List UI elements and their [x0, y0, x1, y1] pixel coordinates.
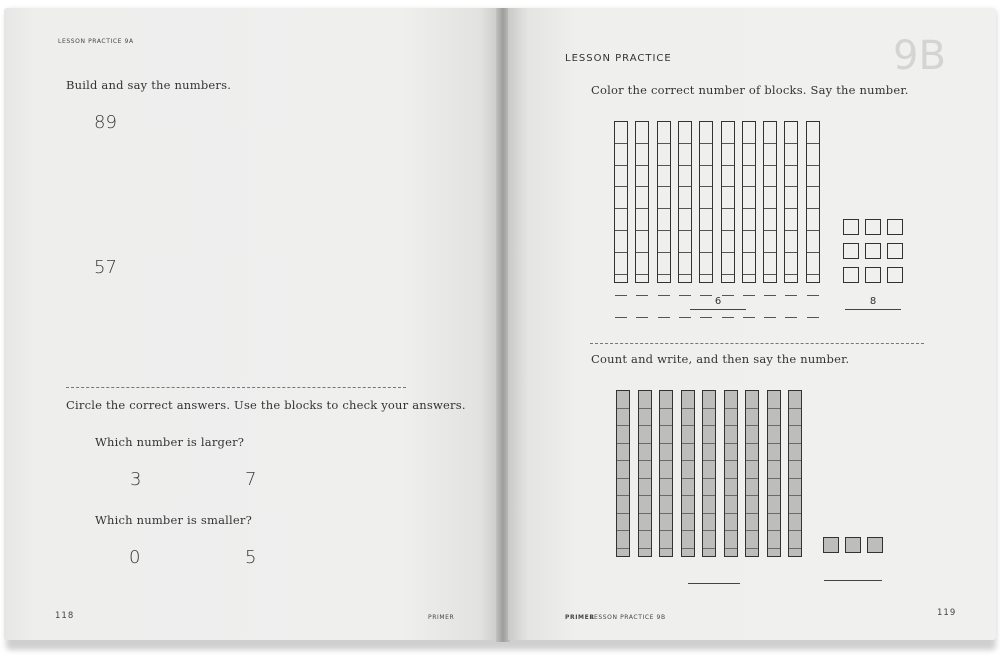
rod-cell [743, 318, 755, 340]
question-larger: Which number is larger? [95, 435, 245, 449]
rod-cell [700, 318, 712, 340]
rod-cell [789, 444, 801, 462]
question-smaller: Which number is smaller? [95, 513, 252, 527]
rod-cell [639, 496, 651, 514]
rod-cell [636, 231, 648, 253]
rod-cell [807, 318, 819, 340]
rod-cell [743, 231, 755, 253]
rod-cell [743, 166, 755, 188]
rod-cell [725, 514, 737, 532]
count-answer-line-units[interactable] [824, 580, 882, 581]
rod-cell [679, 187, 691, 209]
rod-cell [617, 514, 629, 532]
rod-cell [682, 426, 694, 444]
rod-cell [700, 253, 712, 275]
rod-cell [658, 318, 670, 340]
count-unit-3[interactable] [867, 537, 883, 553]
rod-cell [660, 409, 672, 427]
color-unit-8[interactable] [865, 267, 881, 283]
color-unit-5[interactable] [865, 243, 881, 259]
rod-cell [725, 531, 737, 549]
answer-tens: 6 [714, 296, 722, 307]
rod-cell [639, 514, 651, 532]
count-rod-1[interactable] [616, 390, 630, 557]
answer-units: 8 [869, 296, 877, 307]
rod-cell [636, 296, 648, 318]
rod-cell [703, 514, 715, 532]
rod-cell [789, 409, 801, 427]
rod-cell [789, 496, 801, 514]
rod-cell [768, 531, 780, 549]
count-rod-4[interactable] [681, 390, 695, 557]
larger-option-7[interactable]: 7 [245, 469, 257, 490]
rod-cell [743, 253, 755, 275]
rod-cell [725, 549, 737, 567]
rod-cell [615, 187, 627, 209]
rod-cell [722, 166, 734, 188]
rod-cell [768, 496, 780, 514]
left-page-number: 118 [55, 611, 75, 621]
rod-cell [722, 253, 734, 275]
rod-cell [746, 391, 758, 409]
rod-cell [639, 426, 651, 444]
rod-cell [785, 122, 797, 144]
rod-cell [725, 409, 737, 427]
color-unit-7[interactable] [843, 267, 859, 283]
rod-cell [679, 166, 691, 188]
rod-cell [764, 318, 776, 340]
color-rod-9[interactable] [784, 121, 798, 283]
rod-cell [679, 209, 691, 231]
rod-cell [639, 479, 651, 497]
count-rod-9[interactable] [788, 390, 802, 557]
rod-cell [725, 461, 737, 479]
left-page [4, 8, 500, 640]
rod-cell [679, 231, 691, 253]
rod-cell [700, 231, 712, 253]
rod-cell [700, 209, 712, 231]
rod-cell [764, 275, 776, 297]
rod-cell [617, 479, 629, 497]
rod-cell [785, 318, 797, 340]
rod-cell [679, 275, 691, 297]
rod-cell [789, 461, 801, 479]
color-unit-3[interactable] [887, 219, 903, 235]
lesson-title: LESSON PRACTICE [565, 53, 672, 64]
instruction-count: Count and write, and then say the number. [591, 352, 850, 366]
rod-cell [615, 166, 627, 188]
rod-cell [807, 209, 819, 231]
rod-cell [722, 187, 734, 209]
lesson-code: 9B [893, 33, 946, 79]
rod-cell [764, 209, 776, 231]
rod-cell [785, 275, 797, 297]
rod-cell [722, 318, 734, 340]
section-divider-left [66, 387, 406, 388]
rod-cell [700, 144, 712, 166]
instruction-circle: Circle the correct answers. Use the blocks to check your answers. [66, 398, 466, 412]
right-footer-label: PRIMER [565, 614, 595, 621]
color-unit-6[interactable] [887, 243, 903, 259]
rod-cell [722, 209, 734, 231]
rod-cell [725, 426, 737, 444]
rod-cell [746, 496, 758, 514]
rod-cell [722, 122, 734, 144]
rod-cell [703, 496, 715, 514]
rod-cell [743, 122, 755, 144]
section-divider-right [590, 343, 924, 344]
rod-cell [789, 479, 801, 497]
instruction-color: Color the correct number of blocks. Say the number. [591, 83, 909, 97]
count-rod-7[interactable] [745, 390, 759, 557]
rod-cell [700, 187, 712, 209]
color-rod-8[interactable] [763, 121, 777, 283]
rod-cell [785, 166, 797, 188]
rod-cell [615, 122, 627, 144]
rod-cell [785, 187, 797, 209]
rod-cell [700, 122, 712, 144]
rod-cell [768, 426, 780, 444]
rod-cell [660, 444, 672, 462]
rod-cell [639, 444, 651, 462]
rod-cell [639, 461, 651, 479]
count-rod-6[interactable] [724, 390, 738, 557]
rod-cell [785, 144, 797, 166]
left-page-header: LESSON PRACTICE 9A [58, 38, 134, 45]
rod-cell [639, 531, 651, 549]
color-rod-5[interactable] [699, 121, 713, 283]
color-rod-7[interactable] [742, 121, 756, 283]
smaller-option-5[interactable]: 5 [245, 547, 257, 568]
rod-cell [703, 444, 715, 462]
left-footer-label: PRIMER [428, 614, 455, 621]
rod-cell [658, 296, 670, 318]
answer-line-units[interactable] [845, 309, 901, 310]
rod-cell [660, 479, 672, 497]
rod-cell [636, 144, 648, 166]
rod-cell [660, 531, 672, 549]
rod-cell [764, 144, 776, 166]
rod-cell [743, 144, 755, 166]
build-number-1: 89 [94, 112, 117, 133]
rod-cell [639, 549, 651, 567]
rod-cell [660, 496, 672, 514]
rod-cell [615, 144, 627, 166]
rod-cell [768, 549, 780, 567]
rod-cell [725, 496, 737, 514]
rod-cell [725, 444, 737, 462]
rod-cell [722, 144, 734, 166]
rod-cell [660, 461, 672, 479]
rod-cell [658, 275, 670, 297]
rod-cell [617, 444, 629, 462]
count-unit-1[interactable] [823, 537, 839, 553]
rod-cell [746, 549, 758, 567]
count-rod-3[interactable] [659, 390, 673, 557]
color-unit-9[interactable] [887, 267, 903, 283]
smaller-option-0[interactable]: 0 [129, 547, 141, 568]
count-rod-2[interactable] [638, 390, 652, 557]
rod-cell [639, 391, 651, 409]
rod-cell [768, 479, 780, 497]
rod-cell [703, 549, 715, 567]
rod-cell [700, 166, 712, 188]
count-unit-2[interactable] [845, 537, 861, 553]
rod-cell [789, 531, 801, 549]
rod-cell [703, 479, 715, 497]
larger-option-3[interactable]: 3 [130, 469, 142, 490]
rod-cell [617, 549, 629, 567]
rod-cell [785, 231, 797, 253]
rod-cell [764, 253, 776, 275]
count-rod-8[interactable] [767, 390, 781, 557]
rod-cell [785, 296, 797, 318]
rod-cell [807, 144, 819, 166]
rod-cell [746, 444, 758, 462]
rod-cell [615, 296, 627, 318]
rod-cell [700, 275, 712, 297]
rod-cell [682, 514, 694, 532]
rod-cell [725, 479, 737, 497]
rod-cell [617, 496, 629, 514]
rod-cell [658, 253, 670, 275]
rod-cell [746, 479, 758, 497]
rod-cell [768, 514, 780, 532]
rod-cell [746, 461, 758, 479]
rod-cell [615, 275, 627, 297]
build-number-2: 57 [94, 257, 117, 278]
rod-cell [658, 187, 670, 209]
rod-cell [617, 426, 629, 444]
color-unit-4[interactable] [843, 243, 859, 259]
rod-cell [636, 122, 648, 144]
color-rod-10[interactable] [806, 121, 820, 283]
rod-cell [768, 391, 780, 409]
count-answer-line-tens[interactable] [688, 583, 740, 584]
rod-cell [703, 391, 715, 409]
rod-cell [660, 391, 672, 409]
rod-cell [658, 231, 670, 253]
rod-cell [785, 209, 797, 231]
rod-cell [617, 409, 629, 427]
rod-cell [764, 122, 776, 144]
rod-cell [807, 187, 819, 209]
rod-cell [615, 231, 627, 253]
rod-cell [679, 253, 691, 275]
color-rod-3[interactable] [657, 121, 671, 283]
rod-cell [660, 426, 672, 444]
rod-cell [807, 275, 819, 297]
rod-cell [679, 318, 691, 340]
rod-cell [658, 122, 670, 144]
rod-cell [636, 166, 648, 188]
rod-cell [789, 549, 801, 567]
rod-cell [682, 531, 694, 549]
color-rod-4[interactable] [678, 121, 692, 283]
rod-cell [658, 144, 670, 166]
rod-cell [764, 296, 776, 318]
rod-cell [703, 531, 715, 549]
rod-cell [743, 187, 755, 209]
rod-cell [807, 231, 819, 253]
rod-cell [789, 426, 801, 444]
rod-cell [615, 209, 627, 231]
rod-cell [703, 461, 715, 479]
rod-cell [807, 296, 819, 318]
rod-cell [764, 187, 776, 209]
rod-cell [617, 461, 629, 479]
rod-cell [636, 318, 648, 340]
rod-cell [703, 426, 715, 444]
rod-cell [660, 514, 672, 532]
rod-cell [636, 275, 648, 297]
rod-cell [679, 122, 691, 144]
rod-cell [658, 209, 670, 231]
color-unit-1[interactable] [843, 219, 859, 235]
rod-cell [682, 549, 694, 567]
rod-cell [636, 209, 648, 231]
rod-cell [764, 231, 776, 253]
instruction-build: Build and say the numbers. [66, 78, 232, 92]
rod-cell [722, 231, 734, 253]
rod-cell [746, 409, 758, 427]
rod-cell [746, 426, 758, 444]
color-unit-2[interactable] [865, 219, 881, 235]
rod-cell [682, 409, 694, 427]
right-footer-lesson: LESSON PRACTICE 9B [590, 614, 666, 621]
rod-cell [658, 166, 670, 188]
rod-cell [682, 461, 694, 479]
answer-line-tens[interactable] [690, 309, 746, 310]
rod-cell [746, 531, 758, 549]
rod-cell [768, 409, 780, 427]
rod-cell [682, 391, 694, 409]
rod-cell [682, 479, 694, 497]
rod-cell [660, 549, 672, 567]
rod-cell [764, 166, 776, 188]
rod-cell [682, 444, 694, 462]
rod-cell [682, 496, 694, 514]
rod-cell [636, 253, 648, 275]
rod-cell [746, 514, 758, 532]
rod-cell [725, 391, 737, 409]
rod-cell [722, 275, 734, 297]
rod-cell [615, 253, 627, 275]
rod-cell [789, 514, 801, 532]
rod-cell [789, 391, 801, 409]
rod-cell [807, 122, 819, 144]
rod-cell [743, 209, 755, 231]
color-rod-6[interactable] [721, 121, 735, 283]
count-rod-5[interactable] [702, 390, 716, 557]
color-rod-2[interactable] [635, 121, 649, 283]
rod-cell [636, 187, 648, 209]
rod-cell [768, 461, 780, 479]
rod-cell [807, 166, 819, 188]
rod-cell [703, 409, 715, 427]
rod-cell [615, 318, 627, 340]
rod-cell [617, 391, 629, 409]
rod-cell [639, 409, 651, 427]
rod-cell [743, 275, 755, 297]
rod-cell [807, 253, 819, 275]
color-rod-1[interactable] [614, 121, 628, 283]
rod-cell [785, 253, 797, 275]
rod-cell [617, 531, 629, 549]
rod-cell [768, 444, 780, 462]
rod-cell [679, 144, 691, 166]
right-page-number: 119 [937, 608, 957, 618]
